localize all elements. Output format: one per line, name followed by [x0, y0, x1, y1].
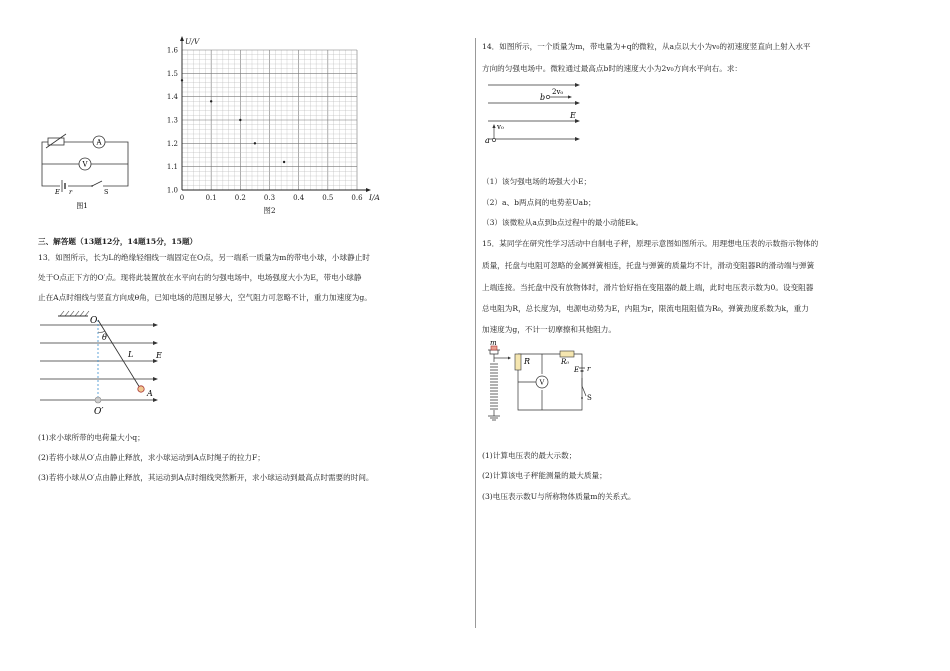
q14-sub-1: （1）该匀强电场的场强大小E；: [482, 177, 592, 186]
label-a-point: a: [485, 136, 490, 145]
y-tick-label: 1.3: [166, 116, 178, 125]
q15-sub-2: (2)计算该电子秤能测量的最大质量；: [482, 471, 607, 480]
y-tick-label: 1.5: [166, 69, 178, 78]
q13-sub-2: (2)若将小球从O′点由静止释放，求小球运动到A点时绳子的拉力F；: [38, 453, 265, 462]
y-tick-label: 1.6: [166, 46, 178, 55]
q14-figure: [482, 78, 592, 156]
ball-o-prime-icon: [95, 397, 101, 403]
resistance-label: r: [69, 188, 73, 196]
x-tick-label: 0.2: [234, 194, 246, 202]
x-tick-label: 0.4: [293, 194, 305, 202]
x-tick-label: 0.6: [351, 194, 363, 202]
x-tick-label: 0.3: [263, 194, 276, 202]
figure-2-caption: 图2: [263, 206, 276, 215]
label-v0: v₀: [497, 123, 504, 131]
data-point: [239, 119, 241, 121]
y-tick-label: 1.4: [166, 93, 178, 102]
label-r-rheostat: R: [524, 357, 531, 366]
switch-label: S: [104, 188, 109, 196]
y-tick-label: 1.2: [166, 139, 178, 148]
q13-sub-3: (3)若将小球从O′点由静止释放，其运动到A点时细线突然断开，求小球运动到最高点时需要的时间。: [38, 473, 374, 482]
y-tick-label: 1.0: [166, 186, 178, 195]
x-tick-label: 0.1: [205, 194, 217, 202]
label-m: m: [490, 339, 497, 347]
q15-line-1: 15．某同学在研究性学习活动中自制电子秤，原理示意图如图所示。用理想电压表的示数指示物体的: [482, 239, 819, 248]
q14-sub-2: （2）a、b两点间的电势差Uab；: [482, 198, 596, 207]
y-axis-arrow: [180, 36, 184, 41]
voltmeter-label: V: [82, 160, 88, 169]
label-l: L: [128, 350, 134, 359]
q13-line-1: 13．如图所示，长为L的绝缘轻细线一端固定在O点，另一端系一质量为m的带电小球，小球静止时: [38, 253, 370, 262]
q14-line-1: 14．如图所示，一个质量为m，带电量为+q的微粒，从a点以大小为v₀的初速度竖直向上射入水平: [482, 42, 811, 51]
label-theta: θ: [102, 333, 107, 342]
q13-line-3: 止在A点时细线与竖直方向成θ角，已知电场的范围足够大，空气阻力可忽略不计，重力加速度为g。: [38, 293, 372, 302]
label-r0: R₀: [561, 358, 570, 366]
q13-sub-1: (1)求小球所带的电荷量大小q；: [38, 433, 145, 442]
label-o: O: [90, 316, 98, 326]
data-point: [283, 161, 285, 163]
label-e-emf: E: [574, 366, 580, 374]
q15-sub-3: (3)电压表示数U与所称物体质量m的关系式。: [482, 492, 636, 501]
label-b: b: [540, 93, 546, 102]
x-axis-arrow: [366, 188, 371, 192]
data-point: [181, 79, 183, 81]
label-v-q15: V: [539, 378, 545, 387]
label-e: E: [156, 351, 162, 360]
q15-line-2: 质量，托盘与电阻可忽略的金属弹簧相连，托盘与弹簧的质量均不计，滑动变阻器R的滑动端与弹簧: [482, 261, 815, 270]
figure-1-circuit: [38, 128, 133, 210]
y-axis-label: U/V: [185, 37, 200, 46]
q15-sub-1: (1)计算电压表的最大示数；: [482, 451, 577, 460]
data-point: [210, 100, 212, 102]
label-r-internal: r: [587, 365, 591, 373]
ammeter-label: A: [96, 138, 102, 147]
column-divider: [475, 38, 476, 628]
label-e-field: E: [570, 111, 576, 120]
label-2v0: 2v₀: [552, 88, 564, 96]
data-point: [254, 142, 256, 144]
emf-label: E: [55, 188, 60, 196]
q15-line-4: 总电阻为R，总长度为l，电源电动势为E，内阻为r，限流电阻阻值为R₀，弹簧劲度系数为k，重力: [482, 304, 809, 313]
q13-line-2: 处于O点正下方的O′点。现将此装置放在水平向右的匀强电场中，电场强度大小为E，带电小球静: [38, 273, 362, 282]
q15-line-5: 加速度为g，不计一切摩擦和其他阻力。: [482, 325, 616, 334]
figure-1-caption: 图1: [76, 202, 88, 210]
label-o-prime: O′: [94, 407, 104, 417]
q15-line-3: 上端连接。当托盘中没有放物体时，滑片恰好指在变阻器的最上端，此时电压表示数为0。设变阻器: [482, 283, 814, 292]
x-tick-label: 0: [179, 194, 185, 202]
ball-a-icon: [138, 386, 144, 392]
section-heading: 三、解答题（13题12分，14题15分，15题）: [38, 237, 198, 246]
q15-figure: [482, 340, 602, 424]
figure-2-graph: [156, 37, 380, 215]
label-a: A: [147, 389, 153, 398]
q14-line-2: 方向的匀强电场中。微粒通过最高点b时的速度大小为2v₀方向水平向右。求：: [482, 64, 743, 73]
label-s-q15: S: [587, 394, 592, 402]
q13-figure: [38, 308, 168, 418]
x-axis-label: I/A: [369, 193, 380, 202]
x-tick-label: 0.5: [322, 194, 334, 202]
q14-sub-3: （3）该微粒从a点到b点过程中的最小动能Ek。: [482, 218, 644, 227]
y-tick-label: 1.1: [166, 163, 178, 172]
